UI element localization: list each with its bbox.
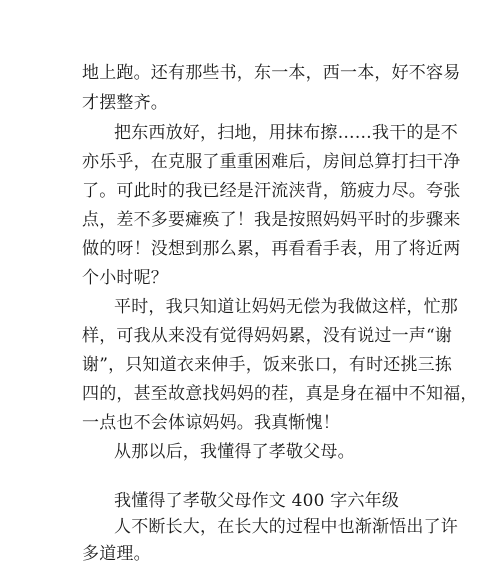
paragraph-5-line-2: 多道理。: [82, 544, 151, 564]
paragraph-2-line-2: 亦乐乎，在克服了重重困难后，房间总算打扫干净: [82, 152, 461, 172]
paragraph-1-line-1: 地上跑。还有那些书，东一本，西一本，好不容易: [82, 63, 461, 83]
paragraph-3-line-3: 谢”，只知道衣来伸手，饭来张口，有时还挑三拣: [82, 355, 453, 375]
paragraph-3-line-2: 样，可我从来没有觉得妈妈累，没有说过一声“谢: [82, 326, 453, 346]
paragraph-2-line-1: 把东西放好，扫地，用抹布擦……我干的是不: [114, 123, 458, 143]
paragraph-3-line-5: 一点也不会体谅妈妈。我真惭愧！: [82, 413, 340, 433]
paragraph-2-line-6: 个小时呢？: [82, 268, 168, 288]
paragraph-2-line-3: 了。可此时的我已经是汗流浃背，筋疲力尽。夸张: [82, 181, 461, 201]
essay-title: 我懂得了孝敬父母作文 400 字六年级: [114, 491, 400, 511]
paragraph-5-line-1: 人不断长大，在长大的过程中也渐渐悟出了许: [114, 517, 458, 537]
paragraph-3-line-4: 四的，甚至故意找妈妈的茬，真是身在福中不知福，: [82, 384, 478, 404]
paragraph-1-line-2: 才摆整齐。: [82, 93, 168, 113]
paragraph-2-line-5: 做的呀！没想到那么累，再看看手表，用了将近两: [82, 239, 461, 259]
paragraph-4-line-1: 从那以后，我懂得了孝敬父母。: [114, 442, 355, 462]
paragraph-2-line-4: 点，差不多要瘫痪了！我是按照妈妈平时的步骤来: [82, 210, 461, 230]
paragraph-3-line-1: 平时，我只知道让妈妈无偿为我做这样，忙那: [114, 297, 458, 317]
